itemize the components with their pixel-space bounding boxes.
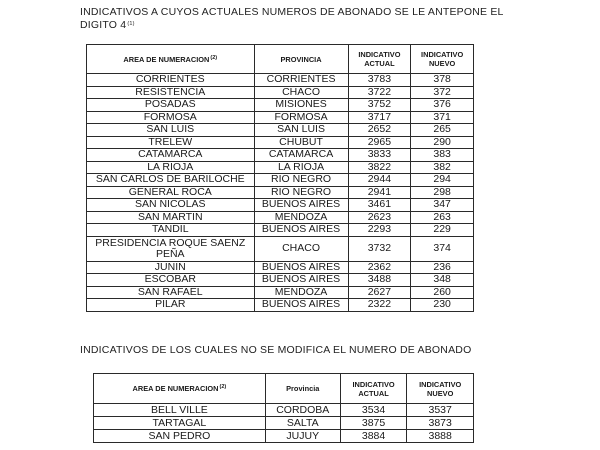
- cell-nuevo: 376: [411, 99, 474, 112]
- cell-provincia: SAN LUIS: [254, 124, 348, 137]
- cell-actual: 3722: [348, 86, 411, 99]
- section1-header-provincia: PROVINCIA: [254, 45, 348, 74]
- cell-nuevo: 236: [411, 261, 474, 274]
- cell-nuevo: 371: [411, 111, 474, 124]
- table-row: [87, 274, 474, 287]
- cell-actual: 3833: [348, 149, 411, 162]
- cell-provincia: BUENOS AIRES: [254, 261, 348, 274]
- table-row: [87, 186, 474, 199]
- cell-actual: 3461: [348, 199, 411, 212]
- cell-area: SAN PEDRO: [94, 430, 266, 443]
- cell-actual: 3732: [348, 236, 411, 261]
- section1-header-actual: INDICATIVO ACTUAL: [348, 45, 411, 74]
- cell-actual: 3717: [348, 111, 411, 124]
- cell-provincia: SALTA: [265, 417, 340, 430]
- cell-nuevo: 229: [411, 224, 474, 237]
- section2-table-body: [94, 404, 474, 443]
- cell-area: PRESIDENCIA ROQUE SAENZ PEÑA: [87, 236, 255, 261]
- table-row: [87, 149, 474, 162]
- cell-provincia: CHACO: [254, 236, 348, 261]
- section2-header-provincia: Provincia: [265, 374, 340, 404]
- section1-table: [86, 44, 474, 312]
- cell-area: TARTAGAL: [94, 417, 266, 430]
- section2-header-nuevo: INDICATIVO NUEVO: [407, 374, 474, 404]
- cell-nuevo: 265: [411, 124, 474, 137]
- section1-header-nuevo: INDICATIVO NUEVO: [411, 45, 474, 74]
- cell-area: SAN CARLOS DE BARILOCHE: [87, 174, 255, 187]
- cell-actual: 3534: [340, 404, 407, 417]
- cell-area: SAN LUIS: [87, 124, 255, 137]
- cell-area: CATAMARCA: [87, 149, 255, 162]
- cell-provincia: MENDOZA: [254, 286, 348, 299]
- cell-area: JUNIN: [87, 261, 255, 274]
- table-row: [87, 286, 474, 299]
- cell-provincia: RIO NEGRO: [254, 186, 348, 199]
- cell-area: CORRIENTES: [87, 74, 255, 87]
- cell-actual: 3884: [340, 430, 407, 443]
- table-row: [87, 111, 474, 124]
- cell-actual: 3752: [348, 99, 411, 112]
- cell-actual: 2941: [348, 186, 411, 199]
- cell-nuevo: 230: [411, 299, 474, 312]
- cell-nuevo: 382: [411, 161, 474, 174]
- cell-actual: 2322: [348, 299, 411, 312]
- section1-header-area: [87, 45, 255, 74]
- cell-nuevo: 290: [411, 136, 474, 149]
- cell-area: FORMOSA: [87, 111, 255, 124]
- table-row: [94, 404, 474, 417]
- table-row: [87, 299, 474, 312]
- section2-table: [93, 373, 474, 443]
- cell-area: ESCOBAR: [87, 274, 255, 287]
- cell-area: POSADAS: [87, 99, 255, 112]
- cell-provincia: CHUBUT: [254, 136, 348, 149]
- cell-actual: 3783: [348, 74, 411, 87]
- cell-area: GENERAL ROCA: [87, 186, 255, 199]
- cell-provincia: BUENOS AIRES: [254, 199, 348, 212]
- cell-provincia: CATAMARCA: [254, 149, 348, 162]
- cell-provincia: RIO NEGRO: [254, 174, 348, 187]
- table-row: [87, 174, 474, 187]
- section1-header-area-label: AREA DE NUMERACION: [123, 54, 210, 64]
- cell-nuevo: 3873: [407, 417, 474, 430]
- cell-provincia: JUJUY: [265, 430, 340, 443]
- table-row: [87, 224, 474, 237]
- section2-header-area-label: AREA DE NUMERACION: [132, 384, 219, 393]
- cell-nuevo: 294: [411, 174, 474, 187]
- cell-actual: 2652: [348, 124, 411, 137]
- section2-heading: INDICATIVOS DE LOS CUALES NO SE MODIFICA EL NUMERO DE ABONADO: [80, 344, 472, 356]
- cell-nuevo: 372: [411, 86, 474, 99]
- cell-provincia: MISIONES: [254, 99, 348, 112]
- cell-nuevo: 348: [411, 274, 474, 287]
- cell-actual: 3875: [340, 417, 407, 430]
- cell-provincia: CHACO: [254, 86, 348, 99]
- section1-table-body: [87, 74, 474, 312]
- cell-actual: 2965: [348, 136, 411, 149]
- cell-actual: 3488: [348, 274, 411, 287]
- table-row: [87, 99, 474, 112]
- cell-actual: 3822: [348, 161, 411, 174]
- cell-actual: 2627: [348, 286, 411, 299]
- table-row: [87, 161, 474, 174]
- table-row: [87, 211, 474, 224]
- cell-area: LA RIOJA: [87, 161, 255, 174]
- cell-nuevo: 298: [411, 186, 474, 199]
- cell-area: PILAR: [87, 299, 255, 312]
- table-row: [87, 124, 474, 137]
- cell-nuevo: 260: [411, 286, 474, 299]
- table-row: [94, 417, 474, 430]
- cell-actual: 2623: [348, 211, 411, 224]
- cell-area: SAN MARTIN: [87, 211, 255, 224]
- cell-provincia: BUENOS AIRES: [254, 274, 348, 287]
- section1-heading: [80, 6, 540, 32]
- cell-provincia: BUENOS AIRES: [254, 224, 348, 237]
- cell-area: BELL VILLE: [94, 404, 266, 417]
- cell-area: RESISTENCIA: [87, 86, 255, 99]
- section2-header-row: [94, 374, 474, 404]
- section1-header-row: [87, 45, 474, 74]
- cell-nuevo: 263: [411, 211, 474, 224]
- cell-provincia: LA RIOJA: [254, 161, 348, 174]
- section2-header-area: [94, 374, 266, 404]
- cell-area: SAN RAFAEL: [87, 286, 255, 299]
- cell-provincia: CORDOBA: [265, 404, 340, 417]
- table-row: [87, 261, 474, 274]
- cell-area: SAN NICOLAS: [87, 199, 255, 212]
- cell-actual: 2293: [348, 224, 411, 237]
- table-row: [94, 430, 474, 443]
- cell-nuevo: 374: [411, 236, 474, 261]
- cell-nuevo: 383: [411, 149, 474, 162]
- section1-header-area-note: (2): [210, 54, 218, 61]
- cell-provincia: MENDOZA: [254, 211, 348, 224]
- table-row: [87, 199, 474, 212]
- cell-actual: 2362: [348, 261, 411, 274]
- cell-provincia: CORRIENTES: [254, 74, 348, 87]
- cell-nuevo: 3537: [407, 404, 474, 417]
- cell-actual: 2944: [348, 174, 411, 187]
- section2-header-actual: INDICATIVO ACTUAL: [340, 374, 407, 404]
- cell-nuevo: 378: [411, 74, 474, 87]
- cell-provincia: BUENOS AIRES: [254, 299, 348, 312]
- table-row: [87, 86, 474, 99]
- cell-nuevo: 347: [411, 199, 474, 212]
- cell-area: TANDIL: [87, 224, 255, 237]
- table-row: [87, 236, 474, 261]
- section1-heading-text: INDICATIVOS A CUYOS ACTUALES NUMEROS DE ABONADO SE LE ANTEPONE EL DIGITO 4: [80, 6, 504, 31]
- cell-area: TRELEW: [87, 136, 255, 149]
- table-row: [87, 136, 474, 149]
- section2-header-area-note: (2): [219, 384, 227, 390]
- table-row: [87, 74, 474, 87]
- cell-provincia: FORMOSA: [254, 111, 348, 124]
- section1-heading-note: (1): [127, 21, 135, 27]
- cell-nuevo: 3888: [407, 430, 474, 443]
